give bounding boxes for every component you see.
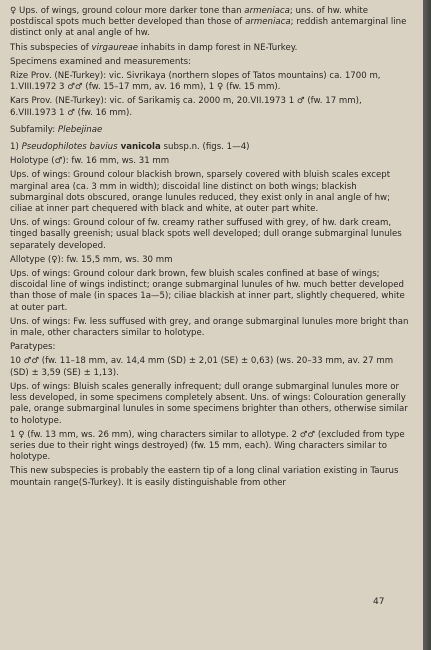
species-name-armeniaca: armeniaca — [244, 6, 290, 16]
species-subspecies: vanicola — [117, 142, 161, 153]
page-content — [10, 6, 410, 492]
holotype-line: Holotype (♂): fw. 16 mm, ws. 31 mm — [10, 156, 170, 167]
species-prefix: 1) — [10, 142, 22, 153]
paratypes-heading: Paratypes: — [10, 342, 56, 353]
subfamily-heading — [10, 125, 410, 136]
paragraph-habitat — [10, 43, 410, 54]
paragraph-rize-record: Rize Prov. (NE-Turkey): vic. Sivrikaya (northern slopes of Tatos mountains) ca. 1700 m, 1.VIII.1972 3 ♂♂ (fw. 15–17 mm, av. 16 mm), 1 ♀ (fw. 15 mm). — [10, 71, 381, 93]
text-run: ♀ Ups. of wings, ground colour more darker tone than — [10, 6, 245, 16]
species-name-virgaureae: virgaureae — [91, 42, 139, 53]
text-run: ; uns. of hw. white postdiscal spots much better developed than those of — [10, 6, 369, 28]
paragraph-holotype-underside: Uns. of wings: Ground colour of fw. creamy rather suffused with grey, of hw. dark cream, tinged basally greenish; usual black spots well developed; dull orange submarginal lunules separately developed. — [10, 218, 402, 251]
species-name-armeniaca: armeniaca — [245, 17, 291, 28]
page-edge-shadow — [423, 0, 431, 650]
text-run: This subspecies of — [10, 42, 92, 53]
species-genus: Pseudophilotes bavius — [21, 142, 118, 153]
species-heading — [10, 142, 410, 153]
paragraph-female-description — [10, 6, 410, 40]
paragraph-additional-specimens: 1 ♀ (fw. 13 mm, ws. 26 mm), wing characters similar to allotype. 2 ♂♂ (excluded from type series due to their right wings destroyed) (fw. 15 mm, each). Wing characters similar to holotype. — [10, 429, 405, 463]
paragraph-kars-record: Kars Prov. (NE-Turkey): vic. of Sarikamiş ca. 2000 m, 20.VII.1973 1 ♂ (fw. 17 mm), 6.VIII.1973 1 ♂ (fw. 16 mm). — [10, 96, 362, 118]
text-run: ; reddish antemarginal line distinct only at anal angle of hw. — [10, 17, 407, 39]
paragraph-subspecies-note: This new subspecies is probably the eastern tip of a long clinal variation existing in Taurus mountain range(S-Turkey). It is easily distinguishable from other — [10, 466, 399, 488]
allotype-line: Allotype (♀): fw. 15,5 mm, ws. 30 mm — [10, 254, 173, 265]
paragraph-holotype-upperside: Ups. of wings: Ground colour blackish brown, sparsely covered with bluish scales except marginal area (ca. 3 mm in width); discoidal line distinct on both wings; blackish submarginal dots obscured, orange lunules reduced, they exist only in anal angle of hw; ciliae at inner part chequered with black and white, at outer part white. — [10, 170, 391, 215]
page-number: 47 — [373, 597, 385, 607]
subfamily-label: Subfamily: — [10, 124, 58, 135]
subfamily-name: Plebejinae — [57, 124, 103, 135]
specimens-heading: Specimens examined and measurements: — [10, 56, 192, 67]
paragraph-allotype-upperside: Ups. of wings: Ground colour dark brown, few bluish scales confined at base of wings; discoidal line of wings indistinct; orange submarginal lunules of hw. much better developed than those of male (in spaces 1a—5); ciliae blackish at inner part, slightly chequered, white at outer part. — [10, 269, 405, 313]
paragraph-allotype-underside: Uns. of wings: Fw. less suffused with grey, and orange submarginal lunules more bright than in male, other characters similar to holotype. — [10, 316, 409, 339]
species-suffix: subsp.n. (figs. 1—4) — [160, 142, 250, 153]
paragraph-paratype-wings: Ups. of wings: Bluish scales generally infrequent; dull orange submarginal lunules more or less developed, in some specimens completely absent. Uns. of wings: Colouration generally pale, orange submarginal lunules in some specimens brighter than others, otherwise similar to holotype. — [10, 381, 408, 426]
paragraph-paratype-measurements: 10 ♂♂ (fw. 11–18 mm, av. 14,4 mm (SD) ± 2,01 (SE) ± 0,63) (ws. 20–33 mm, av. 27 mm (SD) ± 3,59 (SE) ± 1,13). — [10, 356, 394, 378]
text-run: inhabits in damp forest in NE-Turkey. — [138, 42, 298, 53]
